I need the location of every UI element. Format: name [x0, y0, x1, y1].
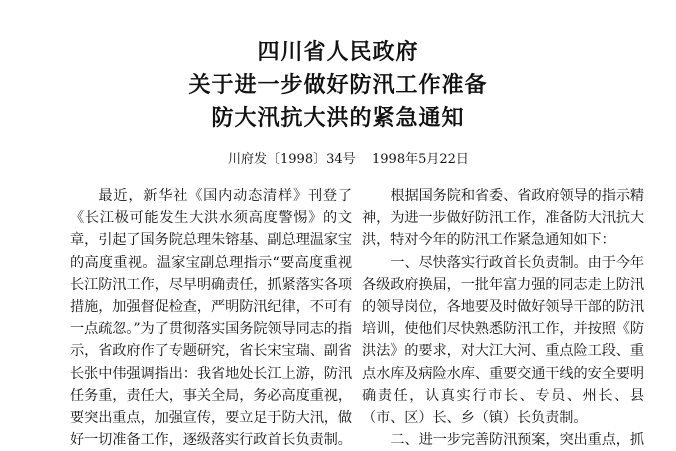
notice-title-line-2: 关于进一步做好防汛工作准备 [188, 73, 488, 98]
notice-title-line-3: 防大汛抗大洪的紧急通知 [211, 106, 465, 131]
right-paragraph-2: 一、尽快落实行政首长负责制。由于今年各级政府换届，一批年富力强的同志走上防汛的领导岗位，各地要及时做好领导干部的防汛培训，使他们尽快熟悉防汛工作，并按照《防洪法》的要求，对大江大河、重点险工段、重点水库及病险水库、重要交通干线的安全要明确责任，认真实行市长、专员、州长、县（市、区）长、乡（镇）长负责制。 [362, 254, 644, 427]
left-paragraph: 最近，新华社《国内动态清样》刊登了《长江极可能发生大洪水须高度警惕》的文章，引起了国务院总理朱镕基、副总理温家宝的高度重视。温家宝副总理指示“要高度重视长江防汛工作，尽早明确责任，抓紧落实各项措施，加强督促检查，严明防汛纪律，不可有一点疏忽。”为了贯彻落实国务院领导同志的指示，省政府作了专题研究，省长宋宝瑞、副省长张中伟强调指出：我省地处长江上游，防汛任务重，责任大，事关全局，务必高度重视，要突出重点，加强宣传，要立足于防大汛，做好一切准备工作，逐级落实行政首长负责制。 [70, 188, 352, 449]
right-paragraph-1: 根据国务院和省委、省政府领导的指示精神，为进一步做好防汛工作，准备防大汛抗大洪，特对今年的防汛工作紧急通知如下： [362, 188, 644, 249]
right-column [362, 185, 644, 451]
document-date: 1998年5月22日 [372, 152, 469, 167]
left-column [70, 185, 352, 451]
notice-title-line-1: 四川省人民政府 [257, 40, 419, 65]
document-number: 川府发〔1998〕34号 [228, 152, 356, 167]
right-paragraph-3: 二、进一步完善防汛预案，突出重点，抓 [390, 432, 644, 449]
